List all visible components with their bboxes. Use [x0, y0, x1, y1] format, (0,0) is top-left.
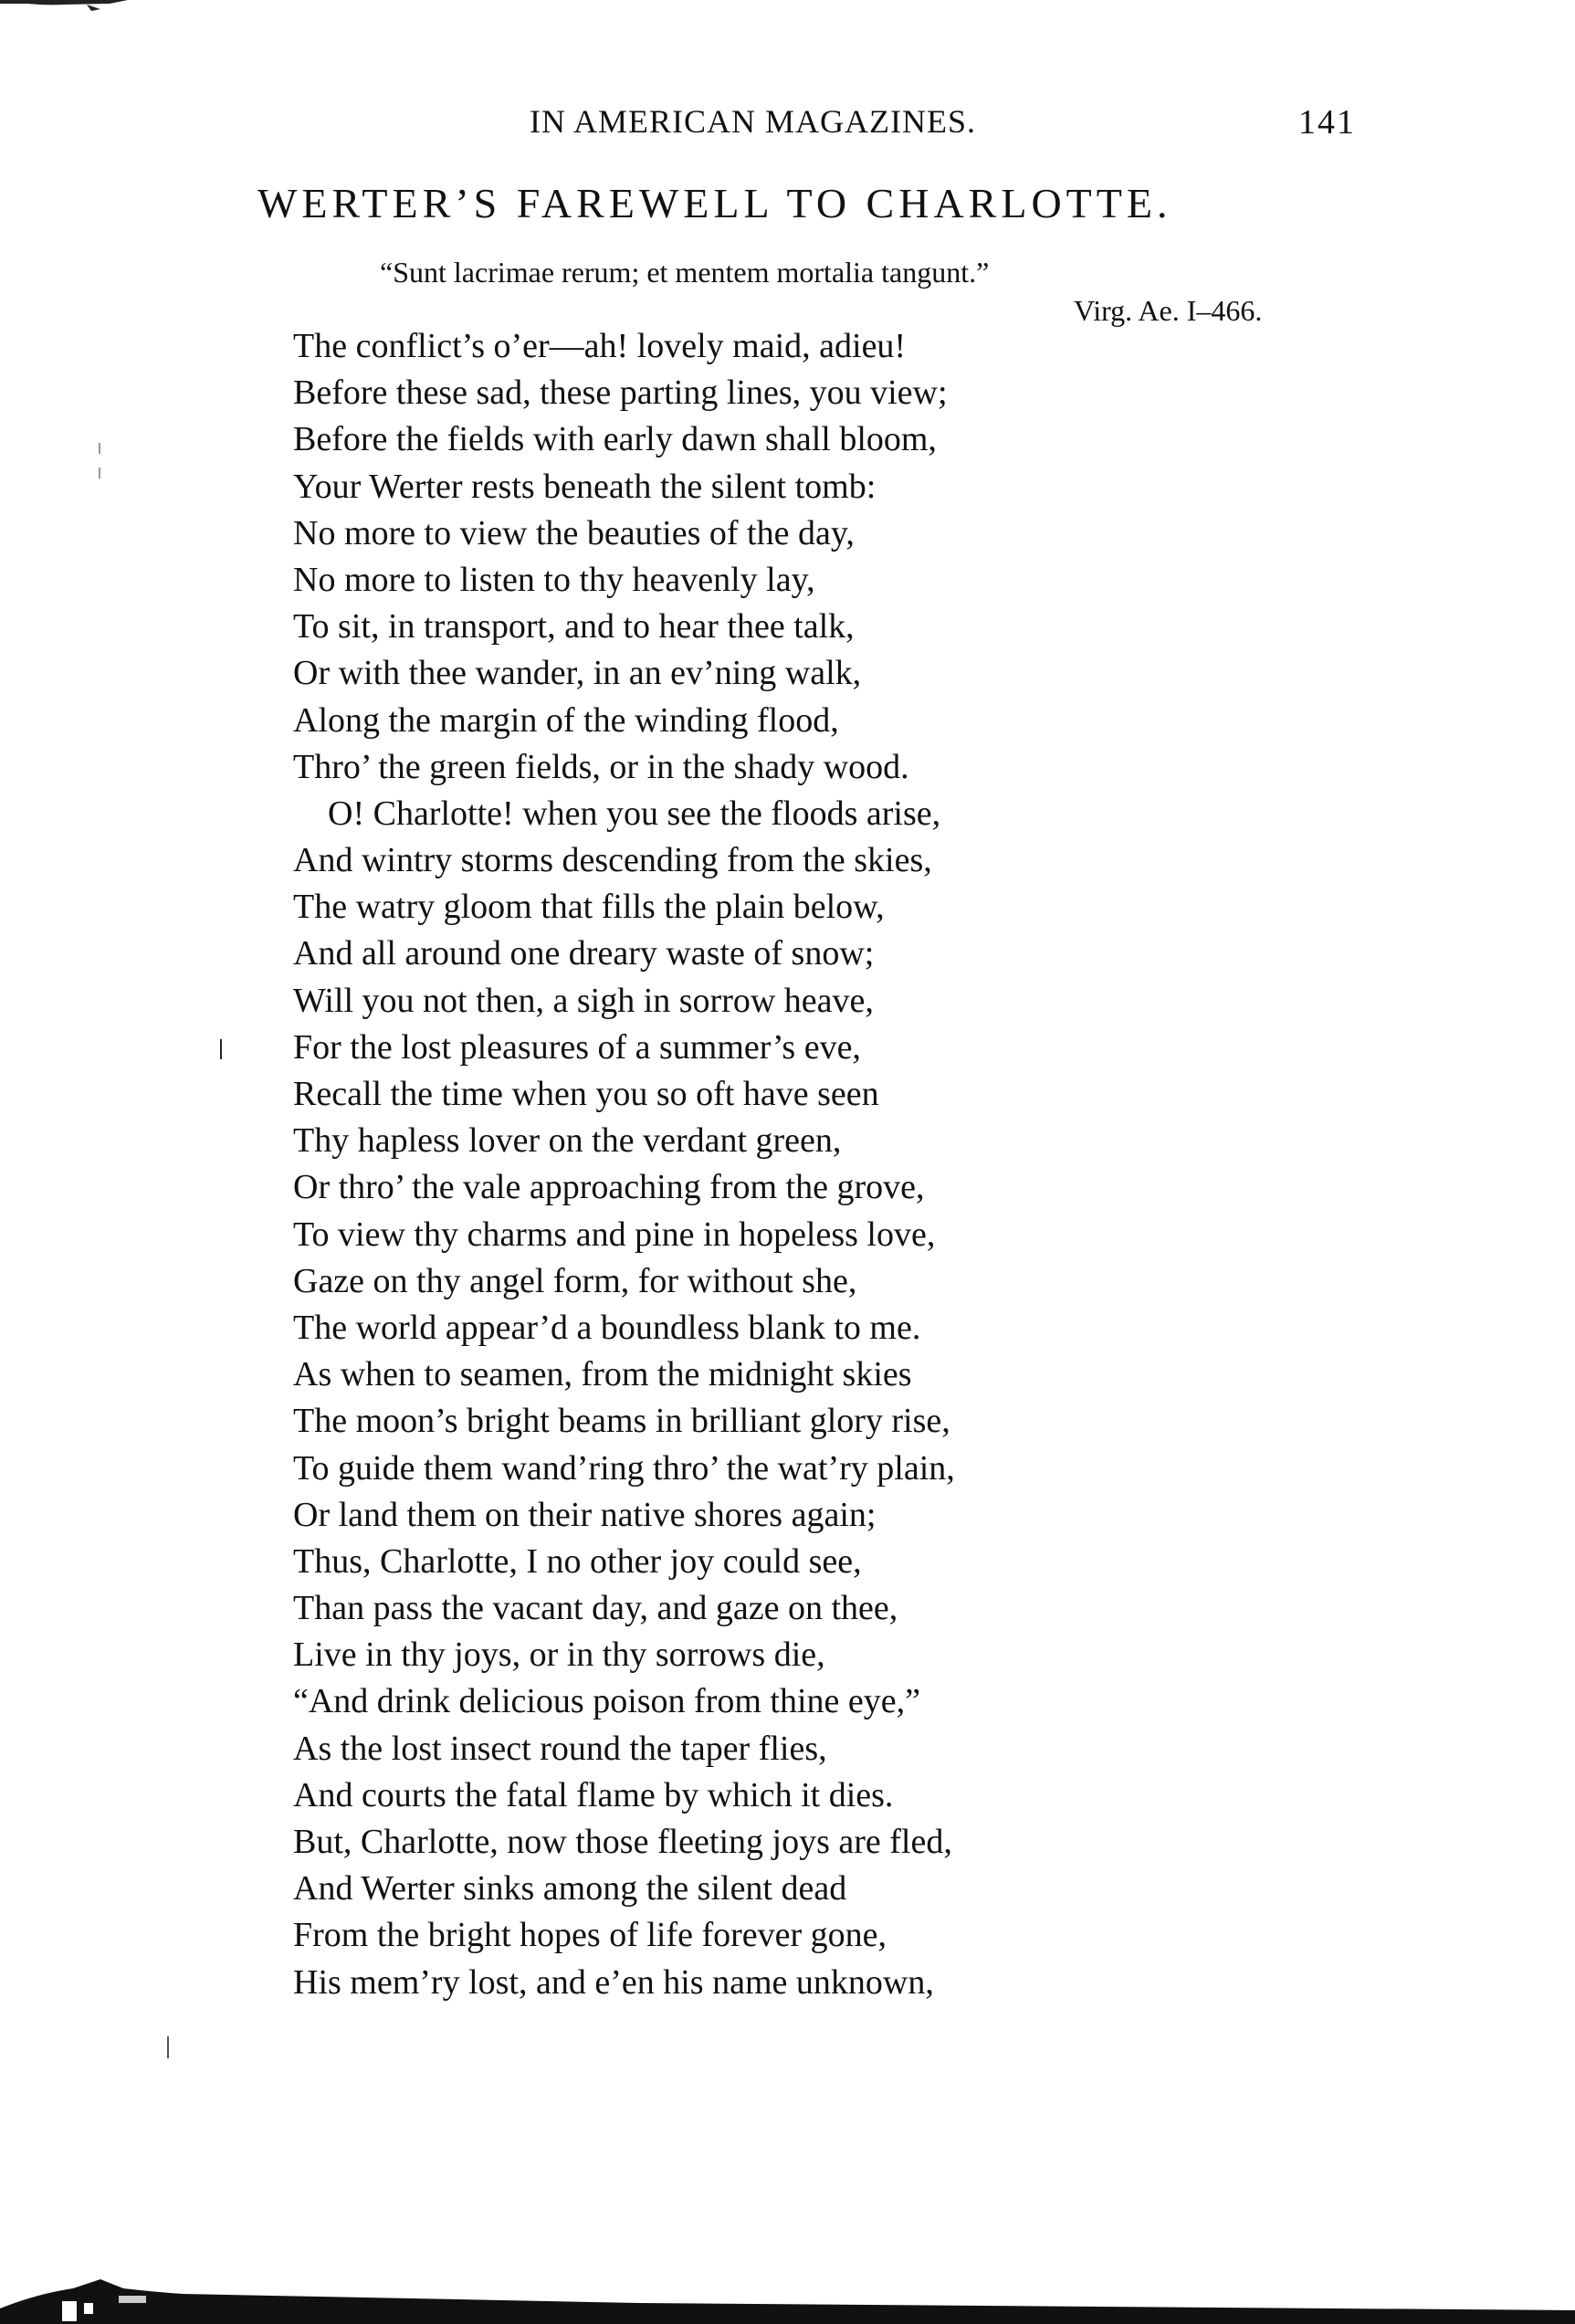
poem-line: And wintry storms descending from the skies,	[293, 841, 932, 880]
bottom-scan-border	[0, 2266, 1575, 2324]
poem-line: Thus, Charlotte, I no other joy could see,	[293, 1541, 862, 1581]
poem-line: But, Charlotte, now those fleeting joys are fled,	[293, 1823, 952, 1861]
citation: Virg. Ae. I–466.	[1074, 294, 1263, 327]
running-head	[0, 102, 1575, 148]
poem-line: No more to listen to thy heavenly lay,	[293, 560, 815, 599]
poem-line: Or with thee wander, in an ev’ning walk,	[293, 654, 862, 693]
poem-line: And all around one dreary waste of snow;	[293, 934, 875, 973]
page-number: 141	[1298, 103, 1356, 142]
margin-mark	[99, 468, 100, 478]
poem-line: Thro’ the green fields, or in the shady wood.	[293, 747, 909, 786]
poem-body	[293, 323, 1206, 2006]
poem-line: From the bright hopes of life forever gone,	[293, 1916, 887, 1955]
poem-line: As when to seamen, from the midnight skies	[293, 1355, 912, 1394]
scan-edge-top	[0, 0, 128, 15]
poem-line: Thy hapless lover on the verdant green,	[293, 1121, 842, 1161]
poem-line: Before these sad, these parting lines, you view;	[293, 373, 948, 413]
margin-mark	[167, 2036, 169, 2058]
poem-line: Recall the time when you so oft have seen	[293, 1075, 879, 1113]
poem-line: To guide them wand’ring thro’ the wat’ry plain,	[293, 1448, 955, 1488]
poem-line: Live in thy joys, or in thy sorrows die,	[293, 1635, 825, 1675]
poem-line: No more to view the beauties of the day,	[293, 513, 855, 552]
poem-line: And courts the fatal flame by which it dies.	[293, 1775, 894, 1814]
epigraph: “Sunt lacrimae rerum; et mentem mortalia tangunt.”	[380, 256, 990, 289]
poem-line: The moon’s bright beams in brilliant glory rise,	[293, 1402, 950, 1441]
poem-line: Will you not then, a sigh in sorrow heave,	[293, 981, 874, 1020]
running-title: IN AMERICAN MAGAZINES.	[530, 103, 976, 140]
poem-line: As the lost insect round the taper flies,	[293, 1729, 827, 1768]
poem-line: The world appear’d a boundless blank to me.	[293, 1308, 921, 1347]
poem-line: To view thy charms and pine in hopeless love,	[293, 1215, 936, 1254]
margin-mark	[99, 443, 100, 454]
poem-line: Your Werter rests beneath the silent tomb:	[293, 467, 877, 506]
poem-line: The conflict’s o’er—ah! lovely maid, adieu!	[293, 327, 907, 365]
poem-line: O! Charlotte! when you see the floods arise,	[328, 794, 941, 833]
poem-line: Or thro’ the vale approaching from the grove,	[293, 1168, 925, 1207]
poem-line: For the lost pleasures of a summer’s eve,	[293, 1027, 861, 1067]
poem-title: WERTER’S FAREWELL TO CHARLOTTE.	[257, 180, 1172, 226]
poem-line: Before the fields with early dawn shall bloom,	[293, 420, 937, 459]
margin-mark	[220, 1039, 222, 1059]
poem-line: The watry gloom that fills the plain below,	[293, 888, 885, 927]
poem-line: To sit, in transport, and to hear thee talk,	[293, 607, 855, 647]
poem-line: “And drink delicious poison from thine eye,”	[293, 1682, 921, 1721]
poem-line: Or land them on their native shores again;	[293, 1495, 877, 1534]
poem-line: His mem’ry lost, and e’en his name unknown,	[293, 1962, 934, 2002]
poem-line: And Werter sinks among the silent dead	[293, 1869, 847, 1909]
poem-line: Than pass the vacant day, and gaze on thee,	[293, 1589, 898, 1628]
poem-line: Gaze on thy angel form, for without she,	[293, 1261, 857, 1300]
poem-line: Along the margin of the winding flood,	[293, 700, 839, 740]
